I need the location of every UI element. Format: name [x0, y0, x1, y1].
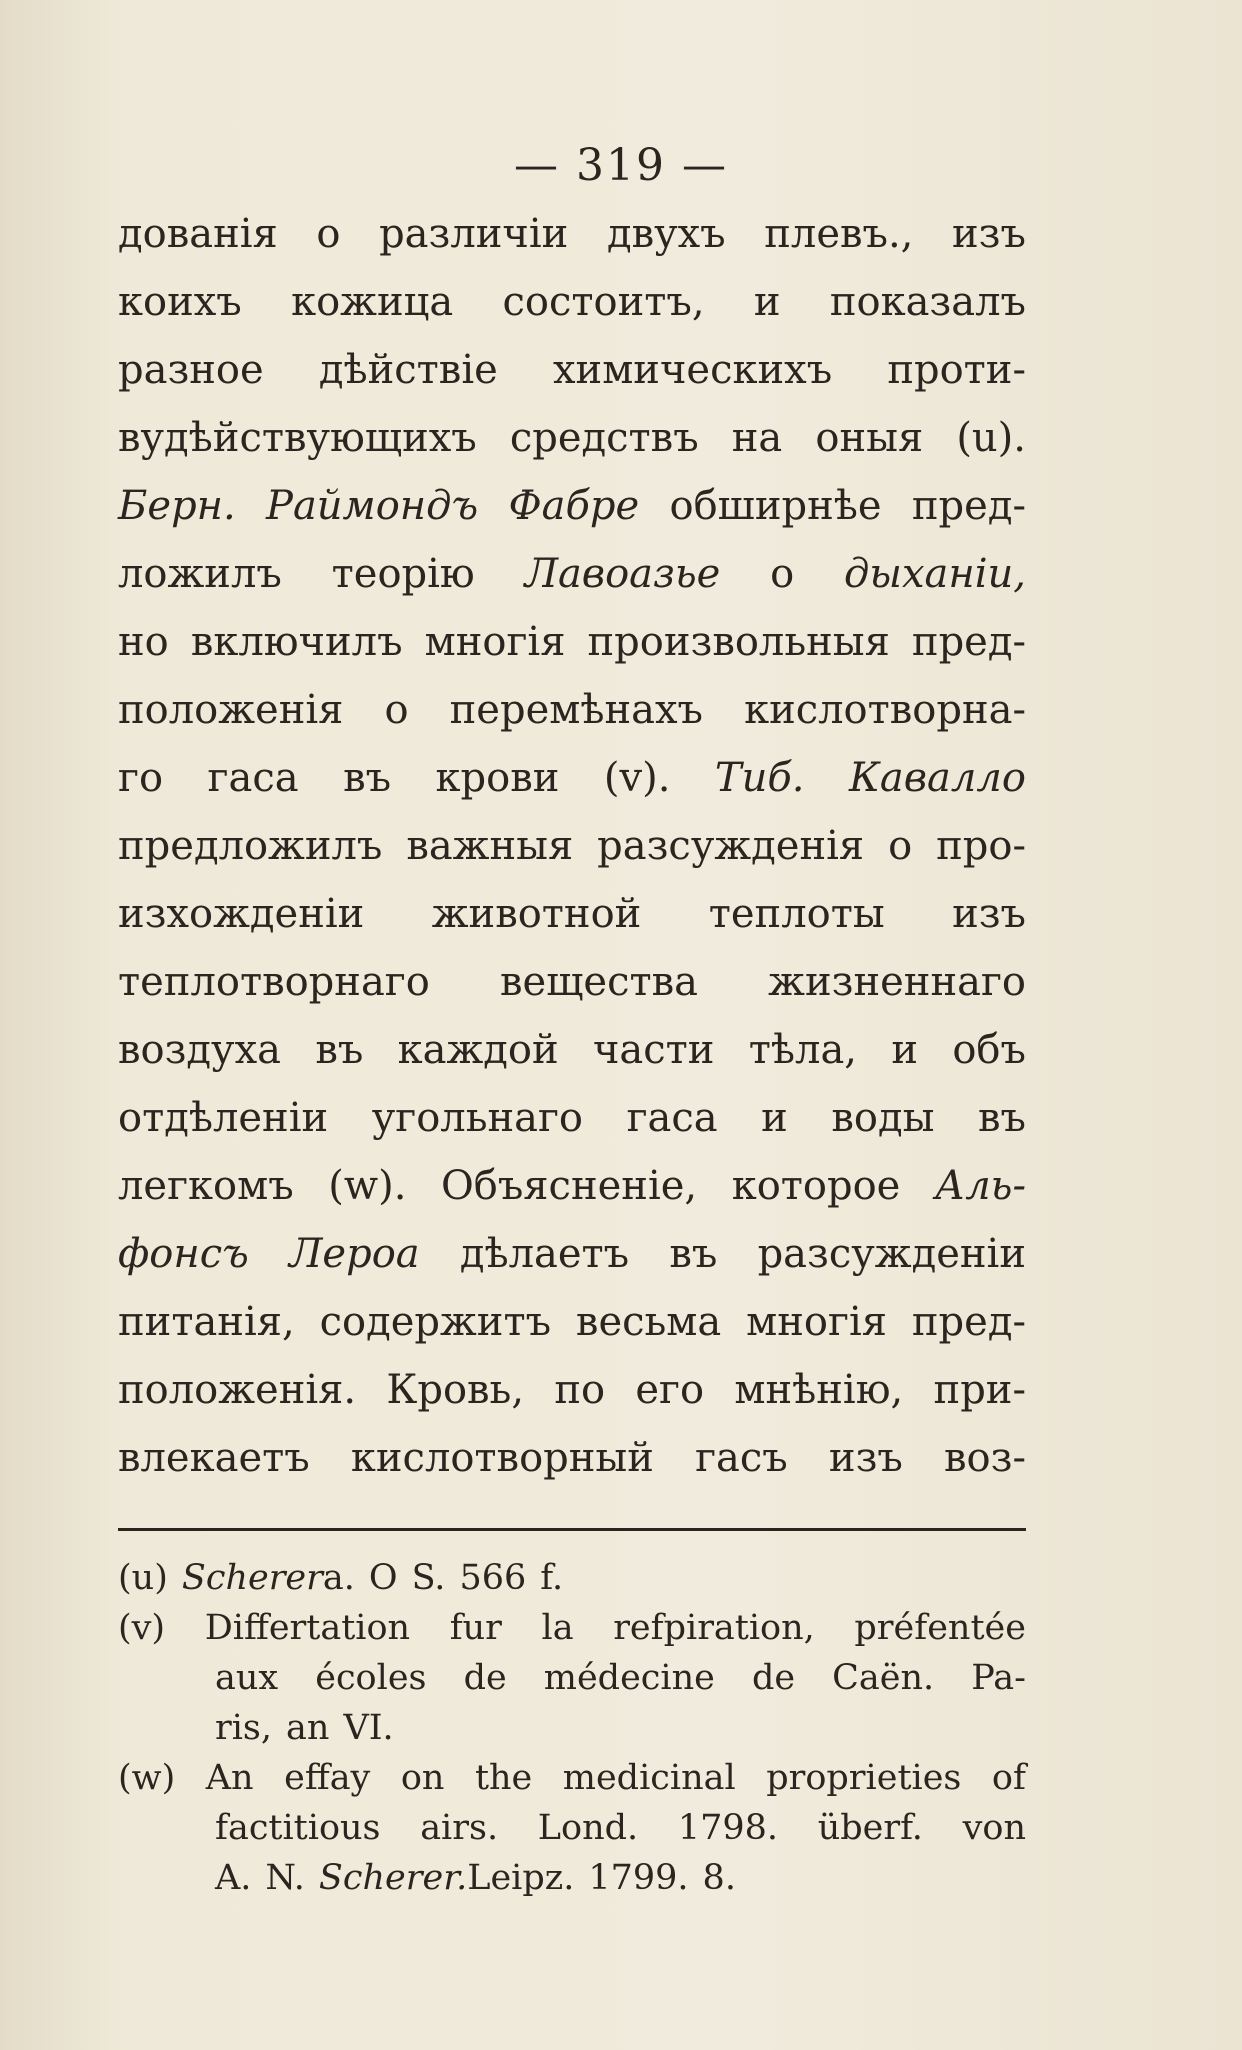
text-line: [118, 1356, 1026, 1424]
word: и: [753, 279, 781, 325]
word: химическихъ: [552, 347, 833, 393]
word: Кавалло: [848, 755, 1026, 801]
word: airs.: [420, 1808, 499, 1848]
footnote-line: [118, 1703, 1026, 1753]
word: мнѣнію,: [734, 1367, 904, 1413]
word: весьма: [575, 1299, 722, 1345]
word: écoles: [315, 1658, 427, 1698]
word: многія: [746, 1299, 887, 1345]
word: Объясненіе,: [440, 1163, 698, 1209]
word: Differtation: [204, 1608, 411, 1648]
word: гасъ: [695, 1435, 788, 1481]
footnote: [118, 1603, 1026, 1753]
word: теплотворнаго: [118, 959, 430, 1005]
word: разное: [118, 347, 264, 393]
word: вудѣйствующихъ: [118, 415, 477, 461]
word: влекаетъ: [118, 1435, 310, 1481]
word: дованія: [118, 211, 278, 257]
word: коихъ: [118, 279, 242, 325]
word: Аль-: [934, 1163, 1026, 1209]
word: medicinal: [562, 1758, 736, 1798]
word: refpiration,: [613, 1608, 815, 1648]
word: положенія.: [118, 1367, 357, 1413]
word: O: [368, 1558, 398, 1598]
word: го: [118, 755, 164, 801]
text-line: [118, 336, 1026, 404]
footnote: [118, 1553, 1026, 1603]
word: пред-: [911, 483, 1026, 529]
footnote-line: [118, 1853, 1026, 1903]
word: von: [962, 1808, 1026, 1848]
word: of: [991, 1758, 1026, 1798]
word: разсужденія: [597, 823, 865, 869]
footnote: [118, 1753, 1026, 1903]
word: но: [118, 619, 169, 665]
word: положенія: [118, 687, 344, 733]
word: жизненнаго: [768, 959, 1026, 1005]
word: Caën.: [832, 1658, 935, 1698]
word: дыханіи,: [844, 551, 1026, 597]
word: теплоты: [708, 891, 885, 937]
text-line: [118, 472, 1026, 540]
text-line: [118, 676, 1026, 744]
word: proprieties: [766, 1758, 962, 1798]
text-line: [118, 200, 1026, 268]
word: двухъ: [606, 211, 726, 257]
word: f.: [540, 1558, 564, 1598]
text-line: [118, 1288, 1026, 1356]
text-line: [118, 1016, 1026, 1084]
word: состоитъ,: [502, 279, 705, 325]
word: a.: [322, 1558, 355, 1598]
word: on: [400, 1758, 445, 1798]
footnotes: [118, 1553, 1026, 1903]
word: Раймондъ: [266, 483, 479, 529]
word: и: [891, 1027, 919, 1073]
footnote-line: [118, 1603, 1026, 1653]
word: угольнаго: [371, 1095, 584, 1141]
word: 566: [459, 1558, 527, 1598]
text-line: [118, 608, 1026, 676]
word: теорію: [331, 551, 475, 597]
word: различіи: [379, 211, 569, 257]
text-line: [118, 1152, 1026, 1220]
word: Берн.: [118, 483, 236, 529]
word: кислотворна-: [744, 687, 1026, 733]
word: Pa-: [971, 1658, 1026, 1698]
word: Leipz.: [467, 1858, 575, 1898]
text-line: [118, 744, 1026, 812]
word: гаса: [626, 1095, 718, 1141]
footnote-line: [118, 1553, 1026, 1603]
word: вещества: [500, 959, 698, 1005]
word: перемѣнахъ: [449, 687, 703, 733]
word: оныя: [815, 415, 924, 461]
footnote-marker: (u): [118, 1558, 168, 1598]
word: его: [635, 1367, 705, 1413]
word: воды: [831, 1095, 935, 1141]
word: произвольныя: [587, 619, 890, 665]
word: Лавоазье: [524, 551, 721, 597]
word: при-: [933, 1367, 1026, 1413]
word: по: [554, 1367, 606, 1413]
word: überf.: [817, 1808, 923, 1848]
word: дѣлаетъ: [459, 1231, 630, 1277]
word: effay: [284, 1758, 371, 1798]
word: объ: [952, 1027, 1026, 1073]
word: médecine: [543, 1658, 715, 1698]
footnote-separator: [118, 1528, 1026, 1531]
word: Тиб.: [714, 755, 805, 801]
word: важныя: [406, 823, 574, 869]
footnote-line: [118, 1653, 1026, 1703]
word: воз-: [944, 1435, 1026, 1481]
word: проти-: [887, 347, 1026, 393]
text-line: [118, 268, 1026, 336]
word: de: [463, 1658, 507, 1698]
word: fur: [449, 1608, 502, 1648]
word: содержитъ: [319, 1299, 552, 1345]
word: каждой: [397, 1027, 559, 1073]
word: изъ: [828, 1435, 903, 1481]
word: фонсъ: [118, 1231, 249, 1277]
word: Кровь,: [386, 1367, 525, 1413]
word: въ: [343, 755, 392, 801]
word: предложилъ: [118, 823, 383, 869]
word: разсужденіи: [757, 1231, 1026, 1277]
word: (w).: [328, 1163, 407, 1209]
word: плевъ.,: [764, 211, 914, 257]
word: о: [888, 823, 913, 869]
footnote-line: [118, 1803, 1026, 1853]
word: Lond.: [537, 1808, 639, 1848]
word: la: [541, 1608, 574, 1648]
word: factitious: [215, 1808, 381, 1848]
text-line: [118, 880, 1026, 948]
word: тѣла,: [748, 1027, 858, 1073]
body-text: [118, 200, 1026, 1492]
word: дѣйствіе: [318, 347, 498, 393]
word: пред-: [911, 1299, 1026, 1345]
text-line: [118, 1084, 1026, 1152]
word: aux: [215, 1658, 279, 1698]
text-line: [118, 1424, 1026, 1492]
word: A.: [215, 1858, 252, 1898]
word: показалъ: [829, 279, 1026, 325]
word: (u).: [956, 415, 1026, 461]
word: о: [384, 687, 409, 733]
word: многія: [424, 619, 566, 665]
word: (v).: [603, 755, 671, 801]
word: включилъ: [190, 619, 403, 665]
footnote-marker: (w): [118, 1758, 176, 1798]
text-line: [118, 1220, 1026, 1288]
word: о: [770, 551, 795, 597]
word: de: [751, 1658, 796, 1698]
text-line: [118, 540, 1026, 608]
word: VI.: [343, 1708, 394, 1748]
word: на: [731, 415, 783, 461]
word: ris,: [215, 1708, 273, 1748]
text-line: [118, 404, 1026, 472]
word: изъ: [952, 891, 1026, 937]
word: N.: [265, 1858, 305, 1898]
word: 8.: [702, 1858, 736, 1898]
word: ложилъ: [118, 551, 282, 597]
text-line: [118, 948, 1026, 1016]
word: 1799.: [588, 1858, 689, 1898]
word: животной: [431, 891, 642, 937]
word: средствъ: [509, 415, 699, 461]
footnote-marker: (v): [118, 1608, 166, 1648]
word: the: [474, 1758, 533, 1798]
word: части: [592, 1027, 715, 1073]
footnote-line: [118, 1753, 1026, 1803]
word: Лероа: [289, 1231, 420, 1277]
word: питанія,: [118, 1299, 295, 1345]
word: воздуха: [118, 1027, 281, 1073]
text-line: [118, 812, 1026, 880]
word: въ: [315, 1027, 364, 1073]
word: легкомъ: [118, 1163, 294, 1209]
word: отдѣленіи: [118, 1095, 329, 1141]
word: въ: [669, 1231, 718, 1277]
word: Scherer: [181, 1558, 323, 1598]
word: кислотворный: [350, 1435, 654, 1481]
word: о: [316, 211, 341, 257]
word: которое: [731, 1163, 901, 1209]
word: про-: [936, 823, 1026, 869]
word: S.: [411, 1558, 446, 1598]
word: и: [761, 1095, 788, 1141]
word: 1798.: [677, 1808, 779, 1848]
word: изхожденіи: [118, 891, 365, 937]
word: préfentée: [854, 1608, 1026, 1648]
word: An: [205, 1758, 254, 1798]
word: Фабре: [508, 483, 640, 529]
word: гаса: [207, 755, 299, 801]
word: Scherer.: [318, 1858, 468, 1898]
word: an: [286, 1708, 330, 1748]
word: кожица: [291, 279, 454, 325]
page-number: — 319 —: [514, 140, 728, 191]
word: крови: [435, 755, 560, 801]
word: обширнѣе: [669, 483, 882, 529]
word: пред-: [911, 619, 1026, 665]
word: изъ: [952, 211, 1026, 257]
word: въ: [978, 1095, 1026, 1141]
